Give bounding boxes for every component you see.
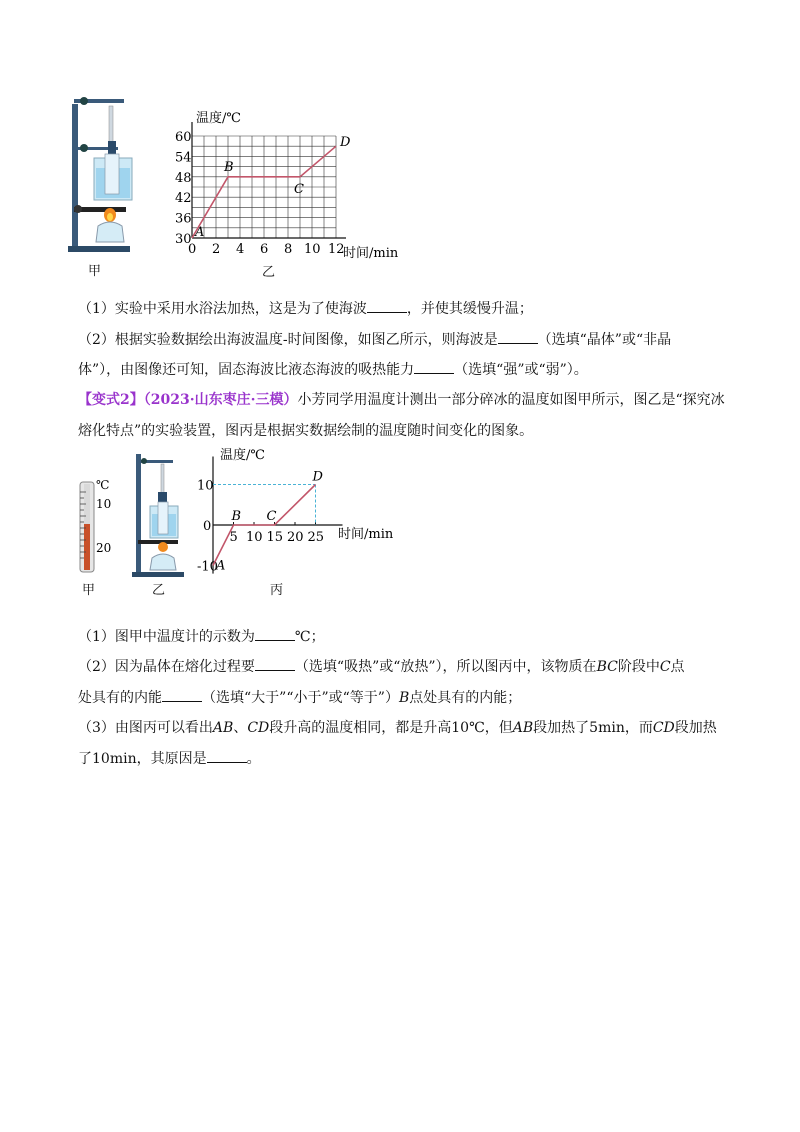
- chart-1-point-B: B: [224, 159, 234, 175]
- q2-l4-cd-2: CD: [652, 720, 675, 736]
- chart-2-point-labels: [215, 470, 324, 574]
- chart-1-ytick: 36: [175, 211, 192, 227]
- q2-blank-2[interactable]: [255, 656, 295, 671]
- chart-2-xtick: 15: [266, 530, 284, 545]
- chart-1-ytick: 48: [175, 170, 192, 186]
- chart-2: [195, 445, 405, 585]
- q1-l3-text-a: 体”），由图像还可知，固态海波比液态海波的吸热能力: [78, 362, 415, 378]
- chart-2-xtick: 5: [229, 530, 238, 545]
- q2-line-2: [78, 656, 685, 677]
- thermometer-20: 20: [96, 541, 112, 555]
- q2-l4-cd: CD: [247, 720, 270, 736]
- q1-blank-2[interactable]: [498, 329, 538, 344]
- chart-2-ytick: 0: [203, 519, 212, 534]
- variant2-tag: 【变式2】（2023·山东枣庄·三模）: [78, 392, 298, 408]
- thermometer-10: 10: [96, 497, 112, 511]
- q2-l4-text-a: （3）由图丙可以看出: [78, 720, 213, 736]
- q1-l2-text-b: （选填“晶体”或“非晶: [537, 332, 672, 348]
- q2-blank-4[interactable]: [207, 748, 247, 763]
- chart-2-point-D: D: [312, 469, 323, 485]
- variant2-text-1: 小芳同学用温度计测出一部分碎冰的温度如图甲所示，图乙是“探究冰: [297, 392, 725, 408]
- chart-1-point-C: C: [294, 181, 304, 197]
- q2-l2-text-f: 点: [670, 659, 685, 675]
- variant2-line-1: [78, 390, 725, 410]
- chart-2-ylabel: 温度/℃: [220, 448, 265, 463]
- q2-l2-text-b: （选填“吸热”或“放热”），所以图丙中，该物质在: [294, 659, 597, 675]
- chart-1-xtick: 6: [260, 242, 269, 257]
- thermometer-unit: ℃: [96, 478, 110, 492]
- q2-l4-ab-2: AB: [512, 720, 534, 736]
- q2-l5-text-a: 了10min，其原因是: [78, 751, 207, 767]
- chart-2-ytick: -10: [197, 559, 218, 575]
- q2-l1-text-b: ℃；: [294, 629, 325, 645]
- q1-blank-1[interactable]: [367, 298, 407, 313]
- q2-l4-text-c: 、: [233, 720, 248, 736]
- q2-l5-text-b: 。: [246, 751, 261, 767]
- q2-line-3: [78, 687, 521, 708]
- chart-1-xtick: 12: [328, 242, 345, 257]
- apparatus-yi-illustration: [132, 450, 192, 580]
- q2-l3-b: B: [398, 690, 410, 706]
- chart-1-ytick: 54: [175, 150, 192, 166]
- chart-1-xtick: 4: [236, 242, 245, 257]
- chart-1-ylabel: 温度/℃: [196, 111, 241, 126]
- chart-1-grid: [192, 136, 336, 238]
- label-jia-1: 甲: [88, 264, 102, 279]
- chart-1: [170, 100, 410, 270]
- q1-line-3: [78, 359, 588, 380]
- chart-2-xtick: 20: [287, 530, 304, 545]
- chart-2-xlabel: 时间/min: [338, 527, 394, 542]
- chart-1-xtick: 10: [304, 242, 321, 257]
- q2-l1-text-a: （1）图甲中温度计的示数为: [78, 629, 255, 645]
- label-yi-1: 乙: [262, 265, 276, 280]
- q2-l4-text-e: 段升高的温度相同，都是升高10℃，但: [269, 720, 513, 736]
- chart-2-xtick: 25: [307, 530, 325, 545]
- chart-1-ytick: 42: [175, 191, 192, 207]
- chart-1-point-D: D: [340, 135, 351, 151]
- chart-1-xtick: 8: [284, 242, 293, 257]
- chart-2-point-C: C: [266, 509, 277, 524]
- q1-blank-3[interactable]: [414, 359, 454, 374]
- q2-l2-bc: BC: [596, 659, 618, 675]
- chart-1-ytick: 30: [175, 232, 192, 247]
- chart-1-axes: [192, 122, 346, 238]
- q2-l2-c: C: [659, 659, 671, 675]
- variant2-line-2: 熔化特点”的实验装置，图丙是根据实数据绘制的温度随时间变化的图象。: [78, 423, 534, 439]
- q2-line-4: [78, 718, 717, 738]
- chart-1-xtick: 2: [212, 242, 221, 257]
- chart-1-point-labels: [194, 135, 351, 240]
- q2-l4-text-i: 段加热: [674, 720, 717, 736]
- q2-l4-ab: AB: [212, 720, 234, 736]
- chart-2-xtick: 10: [246, 530, 263, 545]
- q1-l1-text-b: ，并使其缓慢升温；: [406, 301, 533, 317]
- chart-1-point-A: A: [195, 225, 205, 240]
- chart-1-xtick: 0: [188, 242, 197, 257]
- chart-1-ytick: 60: [175, 130, 192, 145]
- q1-line-1: [78, 298, 533, 319]
- q2-l3-text-d: 点处具有的内能；: [409, 690, 522, 706]
- label-bing: 丙: [270, 583, 284, 598]
- q2-l4-text-g: 段加热了5min，而: [533, 720, 653, 736]
- chart-2-point-B: B: [231, 509, 242, 524]
- q2-line-1: [78, 626, 325, 647]
- chart-2-ytick: 10: [197, 478, 214, 494]
- label-jia-2: 甲: [82, 583, 96, 598]
- q1-l2-text-a: （2）根据实验数据绘出海波温度-时间图像，如图乙所示，则海波是: [78, 332, 498, 348]
- q1-l3-text-b: （选填“强”或“弱”）。: [454, 362, 588, 378]
- q2-l3-text-b: （选填“大于”“小于”或“等于”）: [202, 690, 399, 706]
- thermometer-illustration: [70, 478, 130, 578]
- q2-blank-3[interactable]: [162, 687, 202, 702]
- label-yi-2: 乙: [152, 583, 166, 598]
- chart-1-xlabel: 时间/min: [343, 246, 399, 261]
- q2-line-5: [78, 748, 261, 769]
- q2-l3-text-a: 处具有的内能: [78, 690, 162, 706]
- q1-l1-text-a: （1）实验中采用水浴法加热，这是为了使海波: [78, 301, 367, 317]
- q2-l2-text-a: （2）因为晶体在熔化过程要: [78, 659, 255, 675]
- q2-l2-text-d: 阶段中: [617, 659, 660, 675]
- q1-line-2: [78, 329, 671, 350]
- chart-2-point-A: A: [216, 558, 226, 574]
- apparatus-jia-illustration: [66, 96, 136, 256]
- q2-blank-1[interactable]: [255, 626, 295, 641]
- chart-2-guides: [213, 485, 316, 526]
